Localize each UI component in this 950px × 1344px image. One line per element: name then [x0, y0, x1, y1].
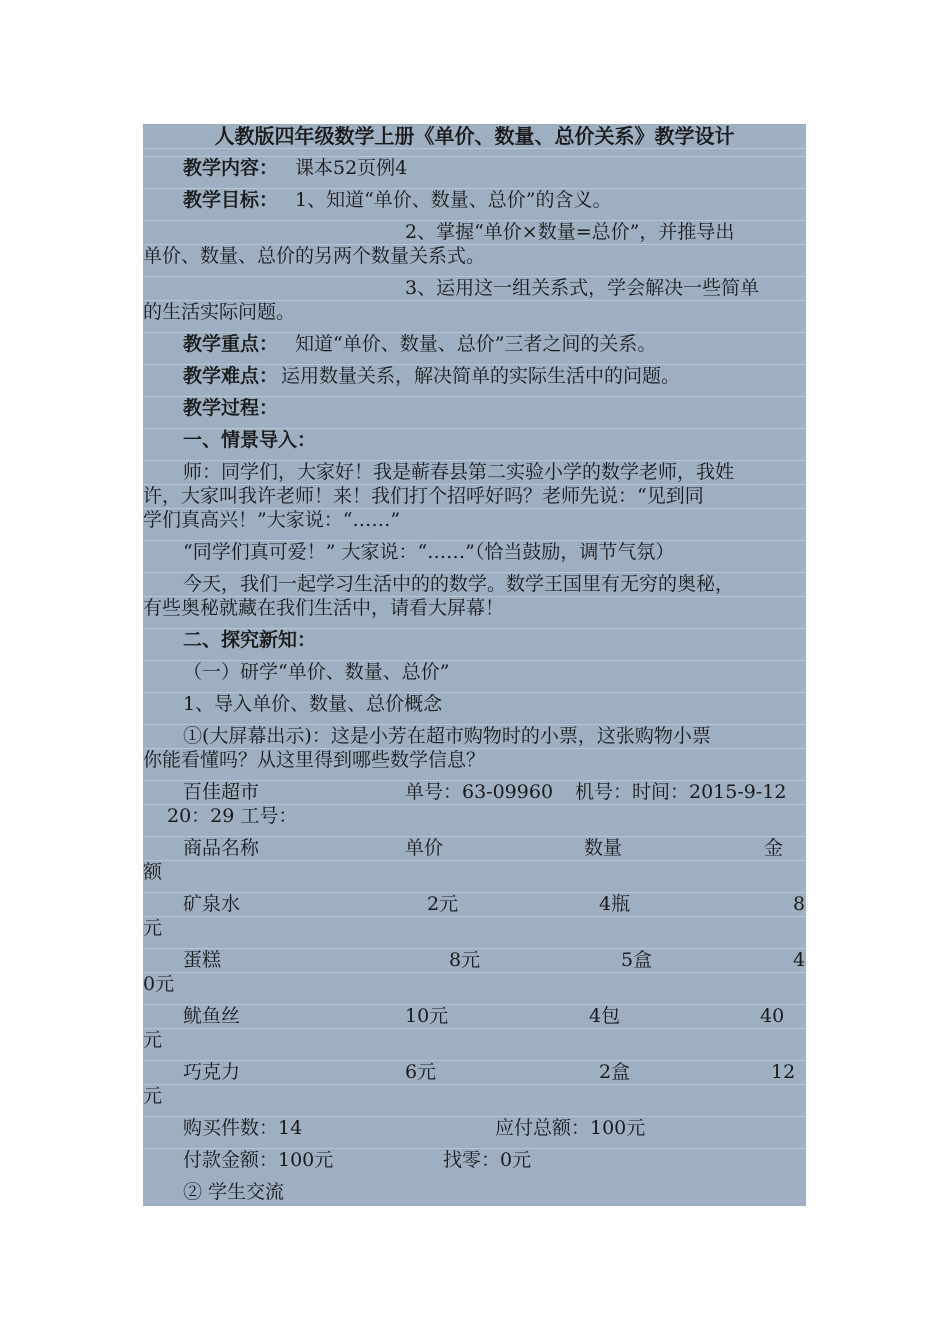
receipt-order-no: 单号：63-09960 [405, 781, 554, 803]
goal-3-line [143, 276, 806, 299]
receipt-header-line [143, 780, 806, 803]
table-row [143, 948, 806, 971]
row-price: 8元 [449, 949, 481, 971]
para-2-line [143, 540, 806, 563]
row-name: 矿泉水 [183, 893, 241, 915]
table-row-cont [143, 1084, 806, 1107]
para-1c: 学们真高兴！”大家说：“……” [143, 509, 401, 531]
section-2-heading: 二、探究新知： [183, 629, 317, 651]
receipt-time-line [143, 804, 806, 827]
para-3-line-a [143, 572, 806, 595]
para-1b: 许，大家叫我许老师！来！我们打个招呼好吗？老师先说：“见到同 [143, 485, 704, 507]
column-amount-a: 金 [764, 837, 784, 859]
table-row-cont [143, 972, 806, 995]
item-1-line [143, 692, 806, 715]
receipt-columns [143, 836, 806, 859]
document-title: 人教版四年级数学上册《单价、数量、总价关系》教学设计 [143, 124, 806, 149]
row-name: 巧克力 [183, 1061, 241, 1083]
row-name: 鱿鱼丝 [183, 1005, 241, 1027]
para-1-line-c [143, 508, 806, 531]
row-amount-a: 12 [771, 1061, 796, 1083]
difficulty-text: 运用数量关系，解决简单的实际生活中的问题。 [281, 365, 681, 387]
row-amount-b: 0元 [143, 973, 175, 995]
key-line [143, 332, 806, 355]
goal-3b: 的生活实际问题。 [143, 301, 296, 323]
row-qty: 4包 [589, 1005, 621, 1027]
row-amount-b: 元 [143, 1085, 163, 1107]
goal-1: 1、知道“单价、数量、总价”的含义。 [295, 189, 612, 211]
para-1a: 师：同学们，大家好！我是蕲春县第二实验小学的数学老师，我姓 [183, 461, 735, 483]
row-qty: 5盒 [621, 949, 653, 971]
goals-line [143, 188, 806, 211]
change-amount: 找零：0元 [443, 1149, 532, 1171]
row-amount-a: 4 [793, 949, 806, 971]
column-price: 单价 [405, 837, 444, 859]
section-1-heading: 一、情景导入： [183, 429, 317, 451]
table-row [143, 892, 806, 915]
item-count: 购买件数：14 [183, 1117, 303, 1139]
row-price: 2元 [427, 893, 459, 915]
question-1b: 你能看懂吗？从这里得到哪些数学信息？ [143, 749, 486, 771]
difficulty-label: 教学难点： [183, 365, 279, 387]
goal-3-cont [143, 300, 806, 323]
receipt-payment-line [143, 1148, 806, 1171]
question-1-line-a [143, 724, 806, 747]
process-label: 教学过程： [183, 397, 279, 419]
section-1-heading-line [143, 428, 806, 451]
row-qty: 4瓶 [599, 893, 631, 915]
student-exchange: ② 学生交流 [183, 1181, 285, 1203]
column-qty: 数量 [584, 837, 623, 859]
row-price: 10元 [405, 1005, 449, 1027]
column-name: 商品名称 [183, 837, 260, 859]
para-3a: 今天，我们一起学习生活中的的数学。数学王国里有无穷的奥秘， [183, 573, 735, 595]
para-2: “同学们真可爱！” 大家说：“……”（恰当鼓励，调节气氛） [183, 541, 675, 563]
question-1-line-b [143, 748, 806, 771]
paid-amount: 付款金额：100元 [183, 1149, 334, 1171]
content-line [143, 156, 806, 179]
table-row-cont [143, 916, 806, 939]
goals-label: 教学目标： [183, 189, 279, 211]
section-2-heading-line [143, 628, 806, 651]
para-1-line-b [143, 484, 806, 507]
item-1: 1、导入单价、数量、总价概念 [183, 693, 443, 715]
receipt-columns-cont [143, 860, 806, 883]
table-row-cont [143, 1028, 806, 1051]
receipt-time-cont: 20：29 工号： [167, 805, 298, 827]
row-amount-a: 40 [760, 1005, 785, 1027]
question-1a: ①(大屏幕出示)：这是小芳在超市购物时的小票，这张购物小票 [183, 725, 711, 747]
goal-3a: 3、运用这一组关系式，学会解决一些简单 [405, 277, 760, 299]
difficulty-line [143, 364, 806, 387]
goal-2-line [143, 220, 806, 243]
goal-2-cont [143, 244, 806, 267]
row-name: 蛋糕 [183, 949, 222, 971]
para-3-line-b [143, 596, 806, 619]
row-qty: 2盒 [599, 1061, 631, 1083]
receipt-machine-time: 机号：时间：2015-9-12 [575, 781, 787, 803]
para-1-line-a [143, 460, 806, 483]
row-price: 6元 [405, 1061, 437, 1083]
row-amount-a: 8 [793, 893, 806, 915]
sub-1-line [143, 660, 806, 683]
content-text: 课本52页例4 [295, 157, 408, 179]
total-due: 应付总额：100元 [495, 1117, 646, 1139]
row-amount-b: 元 [143, 917, 163, 939]
goal-2b: 单价、数量、总价的另两个数量关系式。 [143, 245, 486, 267]
process-line [143, 396, 806, 419]
para-3b: 有些奥秘就藏在我们生活中，请看大屏幕！ [143, 597, 505, 619]
document-page [143, 124, 806, 1206]
table-row [143, 1060, 806, 1083]
table-row [143, 1004, 806, 1027]
column-amount-b: 额 [143, 861, 163, 883]
key-label: 教学重点： [183, 333, 279, 355]
content-label: 教学内容： [183, 157, 279, 179]
receipt-store: 百佳超市 [183, 781, 260, 803]
sub-1: （一）研学“单价、数量、总价” [183, 661, 450, 683]
row-amount-b: 元 [143, 1029, 163, 1051]
goal-2a: 2、掌握“单价×数量=总价”，并推导出 [405, 221, 735, 243]
receipt-totals-line [143, 1116, 806, 1139]
key-text: 知道“单价、数量、总价”三者之间的关系。 [295, 333, 657, 355]
